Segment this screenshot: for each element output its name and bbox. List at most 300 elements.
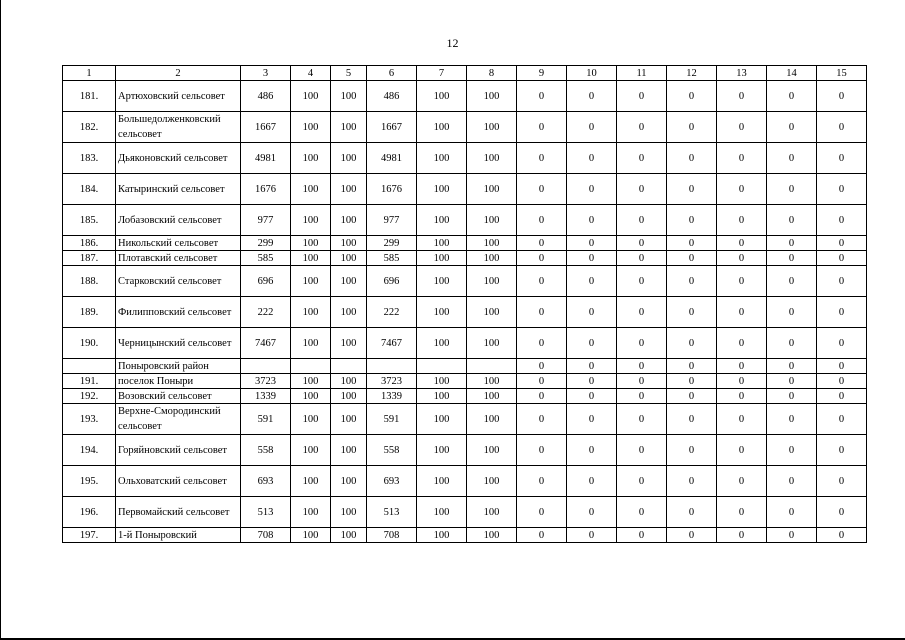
value-cell: 0 [767, 205, 817, 236]
table-row [63, 266, 867, 297]
page-number: 12 [446, 36, 459, 50]
municipality-name-cell: поселок Поныри [116, 374, 241, 389]
value-cell: 486 [367, 81, 417, 112]
value-cell: 100 [331, 143, 367, 174]
value-cell: 0 [817, 528, 867, 543]
value-cell: 0 [717, 528, 767, 543]
value-cell: 585 [367, 251, 417, 266]
column-header: 5 [331, 66, 367, 81]
value-cell: 0 [817, 389, 867, 404]
municipality-name-cell: Артюховский сельсовет [116, 81, 241, 112]
value-cell: 100 [291, 297, 331, 328]
municipality-name-cell: Плотавский сельсовет [116, 251, 241, 266]
value-cell: 977 [241, 205, 291, 236]
column-header: 3 [241, 66, 291, 81]
value-cell: 585 [241, 251, 291, 266]
value-cell: 0 [667, 236, 717, 251]
row-number-cell: 186. [63, 236, 116, 251]
value-cell: 0 [767, 236, 817, 251]
value-cell: 708 [367, 528, 417, 543]
value-cell: 0 [517, 466, 567, 497]
table-row [63, 297, 867, 328]
value-cell: 0 [567, 251, 617, 266]
value-cell: 708 [241, 528, 291, 543]
value-cell: 0 [717, 205, 767, 236]
municipality-name-cell: Дьяконовский сельсовет [116, 143, 241, 174]
row-number-cell: 185. [63, 205, 116, 236]
value-cell: 0 [667, 435, 717, 466]
row-number-cell: 197. [63, 528, 116, 543]
value-cell: 0 [717, 81, 767, 112]
value-cell: 4981 [367, 143, 417, 174]
value-cell [241, 359, 291, 374]
value-cell: 696 [241, 266, 291, 297]
value-cell: 1667 [241, 112, 291, 143]
value-cell: 0 [817, 297, 867, 328]
value-cell: 0 [567, 466, 617, 497]
value-cell: 100 [417, 404, 467, 435]
value-cell: 0 [717, 266, 767, 297]
value-cell: 0 [667, 81, 717, 112]
row-number-cell: 183. [63, 143, 116, 174]
value-cell: 0 [767, 81, 817, 112]
value-cell: 0 [567, 359, 617, 374]
value-cell: 0 [517, 251, 567, 266]
value-cell: 100 [291, 528, 331, 543]
value-cell: 100 [467, 236, 517, 251]
value-cell: 0 [817, 266, 867, 297]
value-cell: 0 [767, 143, 817, 174]
value-cell: 0 [617, 466, 667, 497]
value-cell: 100 [291, 205, 331, 236]
column-header: 13 [717, 66, 767, 81]
value-cell: 0 [617, 389, 667, 404]
value-cell: 100 [417, 528, 467, 543]
value-cell: 0 [567, 112, 617, 143]
value-cell: 0 [517, 174, 567, 205]
value-cell [331, 359, 367, 374]
value-cell: 0 [617, 359, 667, 374]
value-cell: 100 [467, 81, 517, 112]
value-cell: 0 [567, 266, 617, 297]
value-cell: 100 [467, 205, 517, 236]
value-cell: 100 [291, 328, 331, 359]
value-cell: 0 [767, 466, 817, 497]
value-cell: 100 [331, 328, 367, 359]
value-cell: 0 [517, 266, 567, 297]
value-cell: 558 [367, 435, 417, 466]
value-cell: 0 [767, 374, 817, 389]
table-row [63, 466, 867, 497]
value-cell: 0 [767, 112, 817, 143]
table-row [63, 435, 867, 466]
value-cell: 513 [367, 497, 417, 528]
table-row [63, 389, 867, 404]
value-cell: 100 [331, 174, 367, 205]
column-header: 10 [567, 66, 617, 81]
column-header: 9 [517, 66, 567, 81]
value-cell: 0 [817, 205, 867, 236]
value-cell: 100 [291, 435, 331, 466]
value-cell: 100 [331, 497, 367, 528]
value-cell: 100 [417, 205, 467, 236]
value-cell: 100 [417, 389, 467, 404]
value-cell: 100 [291, 266, 331, 297]
value-cell: 0 [767, 389, 817, 404]
row-number-cell: 193. [63, 404, 116, 435]
value-cell: 0 [667, 297, 717, 328]
table-row [63, 497, 867, 528]
value-cell: 100 [331, 528, 367, 543]
value-cell: 0 [767, 435, 817, 466]
column-header: 14 [767, 66, 817, 81]
table-row [63, 528, 867, 543]
value-cell: 0 [667, 389, 717, 404]
value-cell: 0 [717, 497, 767, 528]
value-cell: 0 [717, 359, 767, 374]
value-cell: 0 [817, 435, 867, 466]
column-header: 15 [817, 66, 867, 81]
value-cell: 558 [241, 435, 291, 466]
value-cell: 100 [331, 266, 367, 297]
value-cell: 0 [767, 251, 817, 266]
column-header: 2 [116, 66, 241, 81]
value-cell: 0 [517, 389, 567, 404]
value-cell: 977 [367, 205, 417, 236]
value-cell: 100 [291, 374, 331, 389]
value-cell: 100 [417, 328, 467, 359]
header-row [63, 66, 867, 81]
value-cell: 0 [717, 389, 767, 404]
value-cell: 0 [617, 374, 667, 389]
value-cell: 0 [817, 174, 867, 205]
value-cell: 0 [617, 404, 667, 435]
column-header: 6 [367, 66, 417, 81]
municipality-name-cell: Поныровский район [116, 359, 241, 374]
value-cell: 100 [417, 143, 467, 174]
value-cell: 0 [667, 266, 717, 297]
value-cell: 0 [517, 205, 567, 236]
value-cell: 0 [517, 81, 567, 112]
value-cell: 0 [567, 236, 617, 251]
value-cell: 693 [241, 466, 291, 497]
value-cell: 1676 [241, 174, 291, 205]
value-cell: 0 [567, 404, 617, 435]
value-cell: 0 [567, 528, 617, 543]
value-cell: 696 [367, 266, 417, 297]
row-number-cell: 195. [63, 466, 116, 497]
value-cell: 100 [331, 81, 367, 112]
column-header: 11 [617, 66, 667, 81]
value-cell: 100 [417, 81, 467, 112]
value-cell: 100 [467, 374, 517, 389]
value-cell: 0 [567, 81, 617, 112]
value-cell: 100 [467, 174, 517, 205]
value-cell: 100 [467, 297, 517, 328]
value-cell: 1676 [367, 174, 417, 205]
municipality-name-cell: Горяйновский сельсовет [116, 435, 241, 466]
value-cell: 513 [241, 497, 291, 528]
value-cell: 0 [517, 435, 567, 466]
value-cell: 0 [817, 359, 867, 374]
value-cell: 0 [667, 143, 717, 174]
value-cell: 0 [767, 174, 817, 205]
value-cell: 0 [667, 328, 717, 359]
value-cell: 0 [667, 404, 717, 435]
value-cell: 0 [667, 251, 717, 266]
value-cell: 0 [617, 297, 667, 328]
value-cell: 0 [767, 266, 817, 297]
value-cell: 100 [467, 143, 517, 174]
municipality-name-cell: Лобазовский сельсовет [116, 205, 241, 236]
value-cell: 100 [467, 389, 517, 404]
value-cell: 100 [417, 466, 467, 497]
value-cell: 0 [817, 251, 867, 266]
value-cell: 0 [667, 359, 717, 374]
row-number-cell: 194. [63, 435, 116, 466]
table-row [63, 236, 867, 251]
value-cell: 100 [291, 466, 331, 497]
value-cell: 0 [667, 112, 717, 143]
row-number-cell [63, 359, 116, 374]
value-cell: 0 [517, 112, 567, 143]
municipality-name-cell: Возовский сельсовет [116, 389, 241, 404]
value-cell: 100 [291, 497, 331, 528]
value-cell [417, 359, 467, 374]
value-cell: 693 [367, 466, 417, 497]
value-cell: 0 [667, 528, 717, 543]
municipality-name-cell: Верхне-Смородинский сельсовет [116, 404, 241, 435]
value-cell: 100 [467, 251, 517, 266]
value-cell: 0 [517, 143, 567, 174]
value-cell: 0 [717, 435, 767, 466]
table-row [63, 205, 867, 236]
value-cell: 0 [567, 143, 617, 174]
row-number-cell: 196. [63, 497, 116, 528]
table-row [63, 174, 867, 205]
value-cell: 0 [567, 374, 617, 389]
value-cell: 0 [567, 435, 617, 466]
row-number-cell: 188. [63, 266, 116, 297]
value-cell: 299 [241, 236, 291, 251]
value-cell: 0 [517, 297, 567, 328]
column-header: 8 [467, 66, 517, 81]
municipality-name-cell: Черницынский сельсовет [116, 328, 241, 359]
value-cell: 100 [417, 266, 467, 297]
value-cell: 100 [331, 205, 367, 236]
value-cell: 0 [617, 174, 667, 205]
value-cell: 0 [667, 497, 717, 528]
data-table [62, 65, 867, 543]
value-cell: 0 [817, 81, 867, 112]
municipality-name-cell: Никольский сельсовет [116, 236, 241, 251]
municipality-name-cell: Первомайский сельсовет [116, 497, 241, 528]
value-cell: 100 [417, 497, 467, 528]
value-cell: 4981 [241, 143, 291, 174]
value-cell: 100 [417, 435, 467, 466]
row-number-cell: 187. [63, 251, 116, 266]
value-cell: 0 [817, 374, 867, 389]
row-number-cell: 189. [63, 297, 116, 328]
value-cell [367, 359, 417, 374]
municipality-name-cell: Старковский сельсовет [116, 266, 241, 297]
value-cell: 3723 [241, 374, 291, 389]
table-header [63, 66, 867, 81]
value-cell: 0 [717, 112, 767, 143]
table-row [63, 112, 867, 143]
value-cell: 0 [617, 205, 667, 236]
value-cell: 0 [567, 328, 617, 359]
value-cell: 100 [331, 297, 367, 328]
value-cell: 100 [291, 143, 331, 174]
value-cell: 0 [617, 81, 667, 112]
value-cell: 0 [617, 236, 667, 251]
row-number-cell: 191. [63, 374, 116, 389]
value-cell: 1667 [367, 112, 417, 143]
value-cell: 0 [767, 497, 817, 528]
value-cell: 100 [417, 236, 467, 251]
table-row [63, 404, 867, 435]
value-cell: 100 [417, 112, 467, 143]
value-cell: 0 [667, 374, 717, 389]
value-cell: 0 [617, 143, 667, 174]
value-cell: 100 [331, 466, 367, 497]
page-border-left [0, 0, 1, 640]
value-cell: 100 [417, 374, 467, 389]
row-number-cell: 184. [63, 174, 116, 205]
value-cell: 0 [817, 112, 867, 143]
value-cell: 100 [331, 374, 367, 389]
value-cell: 222 [241, 297, 291, 328]
value-cell: 0 [767, 359, 817, 374]
value-cell: 0 [517, 528, 567, 543]
value-cell: 0 [617, 497, 667, 528]
value-cell: 100 [467, 112, 517, 143]
value-cell: 0 [717, 404, 767, 435]
value-cell: 100 [291, 404, 331, 435]
municipality-name-cell: Ольховатский сельсовет [116, 466, 241, 497]
value-cell: 0 [767, 328, 817, 359]
value-cell: 0 [517, 404, 567, 435]
value-cell: 0 [667, 205, 717, 236]
value-cell: 0 [517, 236, 567, 251]
value-cell: 100 [331, 236, 367, 251]
value-cell: 100 [467, 266, 517, 297]
value-cell: 0 [717, 328, 767, 359]
value-cell: 100 [291, 236, 331, 251]
value-cell: 1339 [241, 389, 291, 404]
value-cell: 0 [817, 328, 867, 359]
table-row [63, 359, 867, 374]
value-cell: 100 [291, 389, 331, 404]
value-cell: 0 [667, 466, 717, 497]
municipality-name-cell: Филипповский сельсовет [116, 297, 241, 328]
municipality-name-cell: Катыринский сельсовет [116, 174, 241, 205]
value-cell: 100 [417, 251, 467, 266]
table-row [63, 143, 867, 174]
table-row [63, 251, 867, 266]
value-cell: 0 [717, 236, 767, 251]
value-cell: 100 [467, 528, 517, 543]
value-cell: 222 [367, 297, 417, 328]
value-cell: 100 [467, 404, 517, 435]
value-cell: 486 [241, 81, 291, 112]
value-cell: 0 [817, 466, 867, 497]
value-cell: 0 [567, 174, 617, 205]
value-cell: 100 [467, 435, 517, 466]
value-cell: 0 [767, 528, 817, 543]
value-cell: 0 [567, 389, 617, 404]
municipality-name-cell: 1-й Поныровский [116, 528, 241, 543]
municipality-name-cell: Большедолженковский сельсовет [116, 112, 241, 143]
value-cell: 0 [717, 297, 767, 328]
value-cell: 0 [767, 404, 817, 435]
value-cell: 0 [617, 112, 667, 143]
value-cell: 100 [291, 174, 331, 205]
value-cell: 0 [517, 328, 567, 359]
value-cell: 100 [331, 251, 367, 266]
value-cell: 0 [517, 359, 567, 374]
table-row [63, 328, 867, 359]
value-cell: 0 [567, 205, 617, 236]
value-cell: 0 [717, 174, 767, 205]
value-cell: 100 [331, 389, 367, 404]
value-cell: 0 [567, 497, 617, 528]
table-row [63, 81, 867, 112]
value-cell: 7467 [241, 328, 291, 359]
value-cell [467, 359, 517, 374]
value-cell: 0 [717, 251, 767, 266]
value-cell: 0 [567, 297, 617, 328]
value-cell: 0 [617, 251, 667, 266]
value-cell: 0 [517, 497, 567, 528]
value-cell: 0 [717, 466, 767, 497]
column-header: 1 [63, 66, 116, 81]
value-cell: 100 [331, 112, 367, 143]
value-cell: 100 [467, 497, 517, 528]
value-cell: 591 [241, 404, 291, 435]
column-header: 12 [667, 66, 717, 81]
value-cell: 0 [617, 266, 667, 297]
value-cell: 0 [817, 143, 867, 174]
value-cell: 0 [617, 328, 667, 359]
value-cell: 100 [417, 297, 467, 328]
value-cell: 100 [331, 404, 367, 435]
value-cell: 0 [817, 404, 867, 435]
value-cell: 3723 [367, 374, 417, 389]
value-cell: 0 [817, 236, 867, 251]
column-header: 7 [417, 66, 467, 81]
row-number-cell: 181. [63, 81, 116, 112]
value-cell: 100 [291, 81, 331, 112]
row-number-cell: 182. [63, 112, 116, 143]
row-number-cell: 192. [63, 389, 116, 404]
value-cell: 100 [467, 328, 517, 359]
table-body [63, 81, 867, 543]
value-cell: 0 [617, 435, 667, 466]
column-header: 4 [291, 66, 331, 81]
value-cell: 100 [291, 251, 331, 266]
value-cell: 0 [817, 497, 867, 528]
value-cell: 0 [667, 174, 717, 205]
value-cell: 0 [617, 528, 667, 543]
value-cell: 0 [717, 143, 767, 174]
value-cell: 0 [517, 374, 567, 389]
row-number-cell: 190. [63, 328, 116, 359]
value-cell: 0 [767, 297, 817, 328]
value-cell: 100 [417, 174, 467, 205]
table-row [63, 374, 867, 389]
